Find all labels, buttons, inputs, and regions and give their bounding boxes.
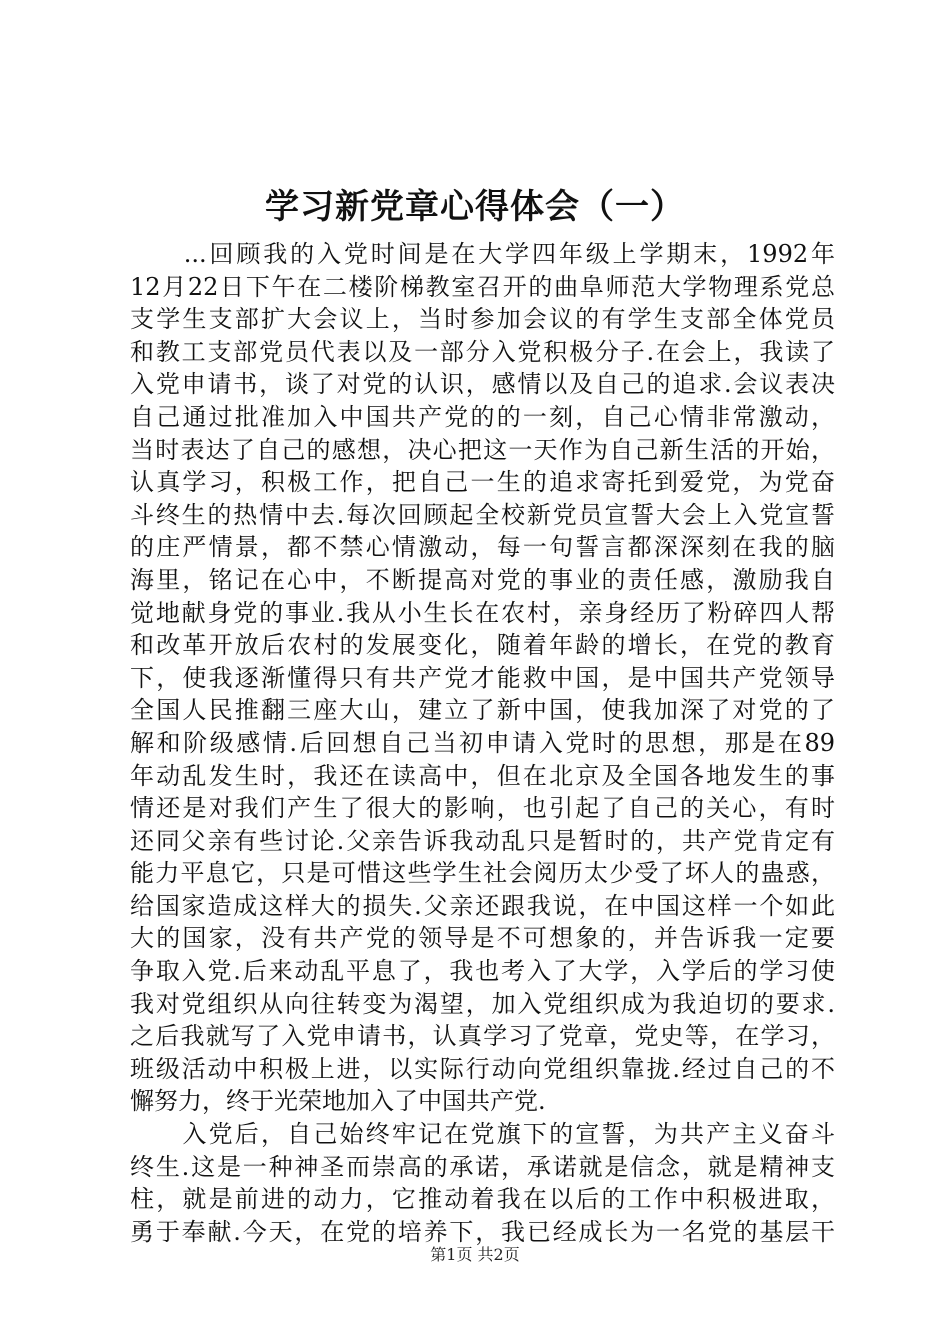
body-line: 大的国家，没有共产党的领导是不可想象的，并告诉我一定要 xyxy=(130,924,835,953)
body-line: 的庄严情景，都不禁心情激动，每一句誓言都深深刻在我的脑 xyxy=(130,533,835,562)
body-line: 解和阶级感情.后回想自己当初申请入党时的思想，那是在89 xyxy=(130,728,835,757)
body-line: 勇于奉献.今天，在党的培养下，我已经成长为一名党的基层干 xyxy=(130,1217,835,1246)
body-line: 给国家造成这样大的损失.父亲还跟我说，在中国这样一个如此 xyxy=(130,891,835,920)
body-line: 全国人民推翻三座大山，建立了新中国，使我加深了对党的了 xyxy=(130,696,835,725)
body-line: 情还是对我们产生了很大的影响，也引起了自己的关心，有时 xyxy=(130,794,835,823)
body-line: 懈努力，终于光荣地加入了中国共产党. xyxy=(130,1087,546,1116)
page-footer: 第1页 共2页 xyxy=(430,1245,520,1264)
document-body xyxy=(130,238,835,1248)
body-line: 我对党组织从向往转变为渴望，加入党组织成为我迫切的要求. xyxy=(130,989,835,1018)
body-line: 班级活动中积极上进，以实际行动向党组织靠拢.经过自己的不 xyxy=(130,1054,835,1083)
body-line: 当时表达了自己的感想，决心把这一天作为自己新生活的开始， xyxy=(130,435,835,464)
body-line: 自己通过批准加入中国共产党的的一刻，自己心情非常激动， xyxy=(130,402,835,431)
body-line: 下，使我逐渐懂得只有共产党才能救中国，是中国共产党领导 xyxy=(130,663,835,692)
body-line: 觉地献身党的事业.我从小生长在农村，亲身经历了粉碎四人帮 xyxy=(130,598,835,627)
body-line: 入党申请书，谈了对党的认识，感情以及自己的追求.会议表决 xyxy=(130,370,835,399)
body-line: 认真学习，积极工作，把自己一生的追求寄托到爱党，为党奋 xyxy=(130,468,835,497)
body-line: 柱，就是前进的动力，它推动着我在以后的工作中积极进取， xyxy=(130,1185,835,1214)
document-title: 学习新党章心得体会（一） xyxy=(265,187,685,227)
body-line: 支学生支部扩大会议上，当时参加会议的有学生支部全体党员 xyxy=(130,305,835,334)
body-line: 年动乱发生时，我还在读高中，但在北京及全国各地发生的事 xyxy=(130,761,835,790)
body-line: 还同父亲有些讨论.父亲告诉我动乱只是暂时的，共产党肯定有 xyxy=(130,826,835,855)
body-line: 之后我就写了入党申请书，认真学习了党章，党史等，在学习， xyxy=(130,1022,835,1051)
body-line: 能力平息它，只是可惜这些学生社会阅历太少受了坏人的蛊惑， xyxy=(130,859,835,888)
body-line: 12月22日下午在二楼阶梯教室召开的曲阜师范大学物理系党总 xyxy=(130,272,835,301)
body-line: 斗终生的热情中去.每次回顾起全校新党员宣誓大会上入党宣誓 xyxy=(130,500,835,529)
body-line: 争取入党.后来动乱平息了，我也考入了大学，入学后的学习使 xyxy=(130,957,835,986)
body-line: 海里，铭记在心中，不断提高对党的事业的责任感，激励我自 xyxy=(130,565,835,594)
body-line: ...回顾我的入党时间是在大学四年级上学期末，1992年 xyxy=(130,240,835,268)
body-line: 和改革开放后农村的发展变化，随着年龄的增长，在党的教育 xyxy=(130,631,835,660)
body-line: 终生.这是一种神圣而崇高的承诺，承诺就是信念，就是精神支 xyxy=(130,1152,835,1181)
body-line: 入党后，自己始终牢记在党旗下的宣誓，为共产主义奋斗 xyxy=(130,1120,835,1149)
body-line: 和教工支部党员代表以及一部分入党积极分子.在会上，我读了 xyxy=(130,337,835,366)
